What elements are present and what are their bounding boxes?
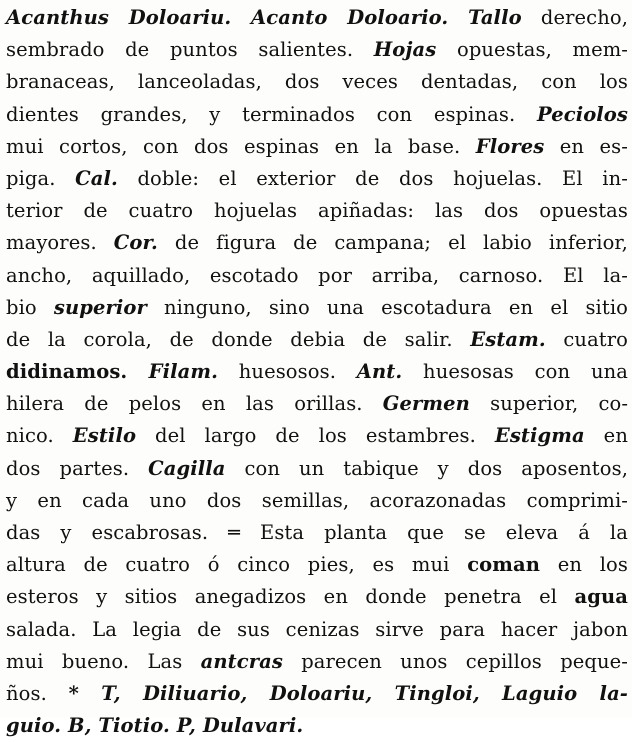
text-run: en es- — [544, 134, 628, 158]
text-run: parecen unos cepillos peque- — [282, 649, 628, 673]
text-line — [6, 581, 628, 613]
italic-term: Estilo — [72, 424, 137, 448]
text-line — [6, 710, 628, 742]
text-run: mui cortos, con dos espinas en la base. — [6, 134, 476, 158]
text-run: terior de cuatro hojuelas apiñadas: las dos opuestas — [6, 199, 628, 223]
text-run: dientes grandes, y terminados con espinas. — [6, 102, 537, 126]
text-run: cuatro — [545, 327, 629, 351]
text-run: y en cada uno dos semillas, acorazonadas comprimi- — [6, 488, 628, 512]
text-line — [6, 99, 628, 131]
italic-term: Estam. — [470, 327, 546, 351]
italic-term: Estigma — [494, 424, 585, 448]
italic-term: Hojas — [373, 38, 437, 62]
italic-term: Acanthus Doloariu. Acanto Doloario. Tallo — [6, 6, 522, 29]
bold-run: agua — [574, 585, 628, 609]
italic-term: Ant. — [356, 360, 403, 384]
italic-term: guio. B, Tiotio. P, Dulavari. — [6, 714, 304, 738]
text-run: hilera de pelos en las orillas. — [6, 392, 383, 416]
italic-term: Cagilla — [148, 456, 226, 480]
text-line — [6, 678, 628, 710]
italic-term: Flores — [475, 134, 545, 158]
text-line — [6, 2, 628, 34]
text-run: ños. — [6, 681, 69, 705]
bold-run: coman — [467, 553, 541, 577]
text-run: branaceas, lanceoladas, dos veces dentadas, con los — [6, 70, 628, 94]
text-line — [6, 195, 628, 227]
text-line — [6, 292, 628, 324]
text-line — [6, 324, 628, 356]
text-run: opuestas, mem- — [436, 38, 628, 62]
text-run: superior, co- — [469, 392, 629, 416]
text-line — [6, 453, 628, 485]
text-line — [6, 163, 628, 195]
text-run: ninguno, sino una escotadura en el sitio — [146, 295, 628, 319]
italic-term: Germen — [382, 392, 470, 416]
italic-term: Cal. — [75, 166, 118, 190]
botanical-description-paragraph — [6, 2, 628, 742]
text-run: piga. — [6, 166, 76, 190]
bold-run: didinamos. — [6, 360, 149, 384]
text-line — [6, 34, 628, 66]
text-run: dos partes. — [6, 456, 149, 480]
italic-term: * T, Diliuario, Doloariu, Tingloi, Laguio la- — [68, 681, 628, 705]
text-run: doble: el exterior de dos hojuelas. El in- — [117, 166, 628, 190]
text-run: esteros y sitios anegadizos en donde penetra el — [6, 585, 575, 609]
text-run: ancho, aquillado, escotado por arriba, carnoso. El la- — [6, 263, 628, 287]
text-run: bio — [6, 295, 54, 319]
text-line — [6, 549, 628, 581]
text-run: con un tabique y dos aposentos, — [225, 456, 628, 480]
text-line — [6, 420, 628, 452]
text-run: salada. La legia de sus cenizas sirve para hacer jabon — [6, 617, 628, 641]
text-run: sembrado de puntos salientes. — [6, 38, 374, 62]
italic-term: Filam. — [148, 360, 218, 384]
text-run: del largo de los estambres. — [136, 424, 495, 448]
text-run: de figura de campana; el labio inferior, — [157, 231, 628, 255]
text-line — [6, 485, 628, 517]
text-line — [6, 260, 628, 292]
text-run: mui bueno. Las — [6, 649, 201, 673]
text-line — [6, 517, 628, 549]
text-run: en — [584, 424, 628, 448]
text-line — [6, 646, 628, 678]
text-run: mayores. — [6, 231, 114, 255]
text-run: en los — [540, 553, 628, 577]
italic-term: antcras — [200, 649, 283, 673]
text-line — [6, 388, 628, 420]
text-run: derecho, — [521, 6, 628, 29]
text-line — [6, 66, 628, 98]
text-run: altura de cuatro ó cinco pies, es mui — [6, 553, 468, 577]
text-line — [6, 131, 628, 163]
italic-term: superior — [53, 295, 147, 319]
text-run: de la corola, de donde debia de salir. — [6, 327, 471, 351]
text-line — [6, 227, 628, 259]
text-line — [6, 356, 628, 388]
text-line — [6, 614, 628, 646]
italic-term: Peciolos — [536, 102, 628, 126]
text-run: huesosas con una — [402, 360, 628, 384]
italic-term: Cor. — [113, 231, 158, 255]
text-run: huesosos. — [217, 360, 357, 384]
text-run: nico. — [6, 424, 73, 448]
text-run: das y escabrosas. ═ Esta planta que se eleva á la — [6, 521, 628, 544]
